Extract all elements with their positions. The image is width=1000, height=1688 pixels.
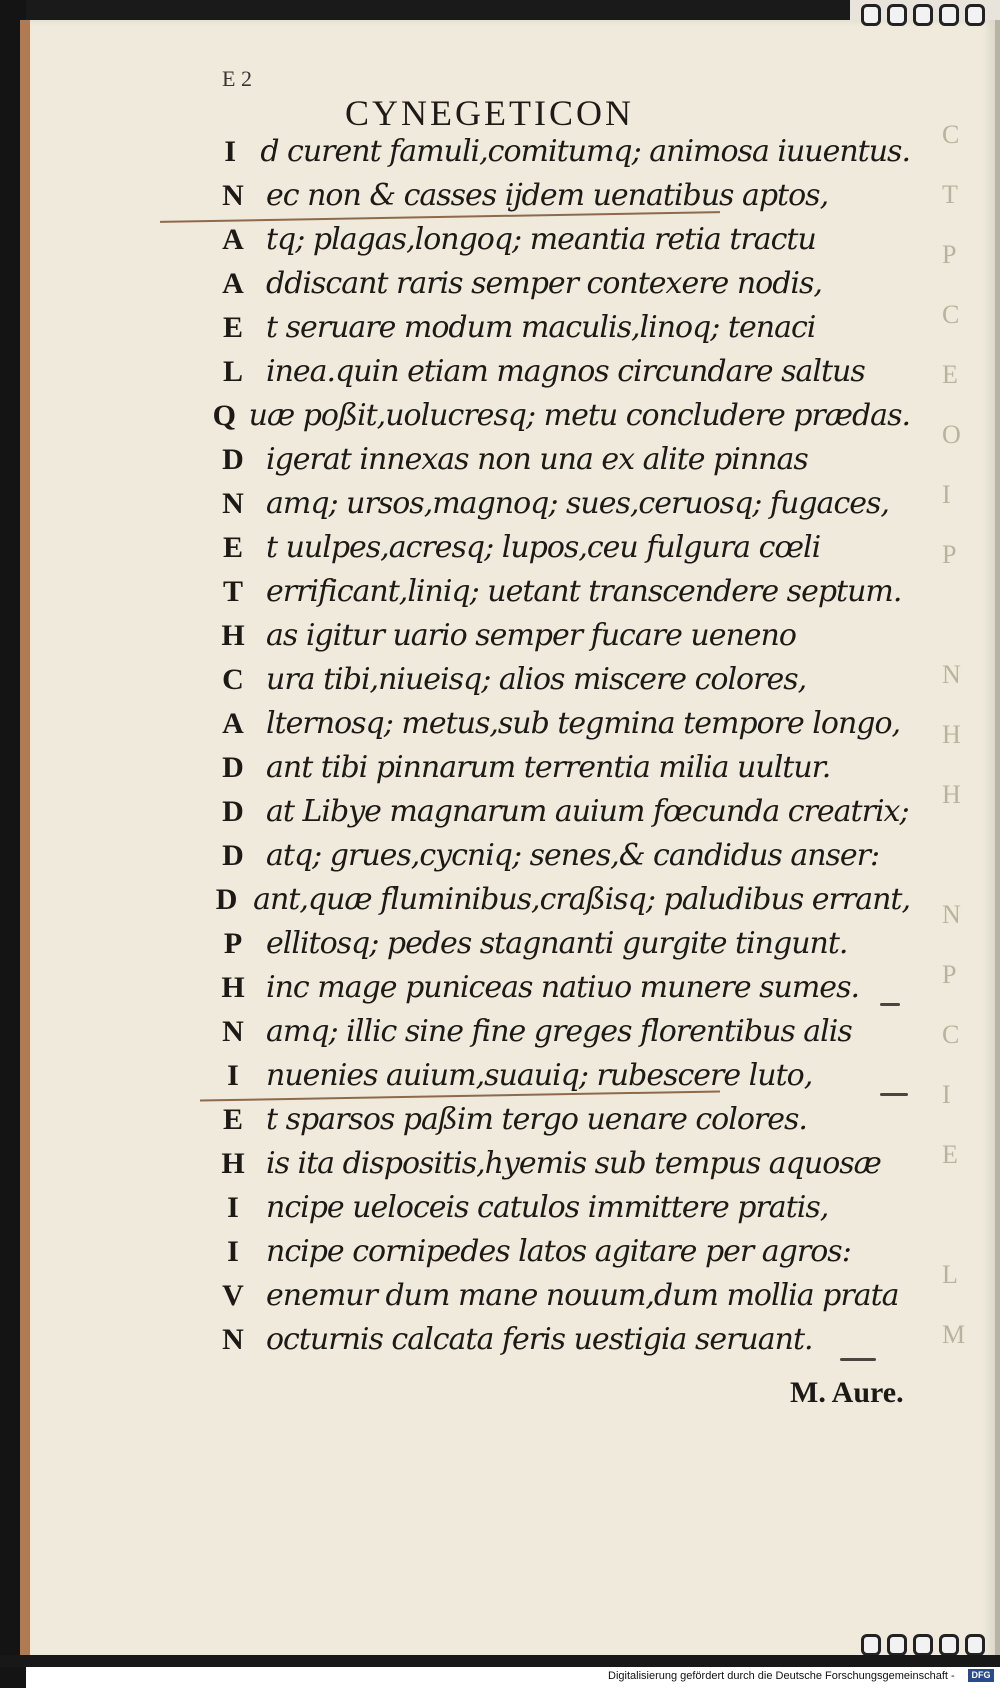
verse-line xyxy=(210,1278,910,1322)
verse-line xyxy=(210,1234,910,1278)
verse-line xyxy=(210,1014,910,1058)
running-head: CYNEGETICON xyxy=(345,93,634,133)
verse-line xyxy=(210,618,910,662)
line-initial: A xyxy=(222,223,244,256)
line-initial: D xyxy=(222,443,244,476)
line-initial: I xyxy=(227,1235,239,1268)
line-text: errificant,liniq; uetant transcendere septum. xyxy=(266,574,902,609)
verse-line xyxy=(210,310,910,354)
line-text: ncipe uelocеis catulos immittere pratis, xyxy=(266,1190,829,1225)
line-initial: E xyxy=(222,531,243,564)
line-text: enemur dum mane nouum,dum mollia prata xyxy=(266,1278,899,1313)
line-text: amq; illic sine fine greges florentibus alis xyxy=(266,1014,852,1049)
line-text: ant,quæ fluminibus,craßisq; paludibus errant, xyxy=(253,882,910,917)
verse-line xyxy=(210,1146,910,1190)
ruler-dot xyxy=(939,1634,959,1656)
line-initial: C xyxy=(222,663,244,696)
line-text: t uulpes,acresq; lupos,ceu fulgura cœli xyxy=(266,530,821,565)
line-text: tq; plagas,longoq; meantia retia tractu xyxy=(266,222,816,257)
line-initial: L xyxy=(222,355,243,388)
line-text: is ita dispositis,hyemis sub tempus aquosæ xyxy=(266,1146,881,1181)
line-text: lternosq; metus,sub tegmina tempore longo, xyxy=(266,706,901,741)
verse-line xyxy=(210,794,910,838)
line-initial: E xyxy=(222,1103,243,1136)
ruler-dot xyxy=(887,4,907,26)
ruler-dot xyxy=(861,4,881,26)
line-text: t seruare modum maculis,linoq; tenaci xyxy=(266,310,816,345)
line-text: ec non & casses ijdem uenatibus aptos, xyxy=(266,178,829,213)
verse-line xyxy=(210,750,910,794)
line-initial: I xyxy=(227,1059,239,1092)
line-text: amq; ursos,magnoq; sues,ceruosq; fugaces, xyxy=(266,486,889,521)
line-text: t sparsos paßim tergo uenare colores. xyxy=(266,1102,807,1137)
line-initial: I xyxy=(227,1191,239,1224)
line-initial: D xyxy=(215,883,238,916)
line-text: ura tibi,niueisq; alios miscere colores, xyxy=(266,662,807,697)
line-text: inea.quin etiam magnos circundare saltus xyxy=(266,354,865,389)
color-target-top xyxy=(845,0,1000,30)
verse-line xyxy=(210,1102,910,1146)
verse-line xyxy=(210,222,910,266)
line-initial: T xyxy=(222,575,243,608)
verse-line xyxy=(210,486,910,530)
ruler-dot xyxy=(965,4,985,26)
ruler-dot xyxy=(861,1634,881,1656)
verse-line xyxy=(210,1058,910,1102)
verse-line xyxy=(210,442,910,486)
verse-line xyxy=(210,882,910,926)
line-initial: Q xyxy=(212,399,236,432)
line-initial: E xyxy=(222,311,243,344)
line-text: ddiscant raris semper contexere nodis, xyxy=(266,266,822,301)
line-initial: I xyxy=(224,135,236,168)
line-initial: D xyxy=(222,751,244,784)
line-initial: D xyxy=(222,795,244,828)
ruler-dot xyxy=(965,1634,985,1656)
ruler-dot xyxy=(887,1634,907,1656)
verse-line xyxy=(210,926,910,970)
verse-line xyxy=(210,970,910,1014)
line-initial: N xyxy=(222,1015,244,1048)
line-text: atq; grues,cycniq; senes,& candidus anser: xyxy=(266,838,880,873)
verse-line xyxy=(210,1190,910,1234)
line-text: as igitur uario semper fucare ueneno xyxy=(266,618,796,653)
line-initial: N xyxy=(222,179,244,212)
line-initial: N xyxy=(222,1323,244,1356)
line-text: ellitosq; pedes stagnanti gurgite tingunt. xyxy=(266,926,848,961)
line-initial: D xyxy=(222,839,244,872)
line-text: octurnis calcata feris uestigia seruant. xyxy=(266,1322,813,1357)
line-text: ncipe cornipedes latos agitare per agros: xyxy=(266,1234,851,1269)
facing-page-edge: C T P C E O I P N H H N P C I E L M xyxy=(942,120,966,1349)
margin-mark xyxy=(880,1093,908,1096)
line-text: at Libye magnarum auium fœcunda creatrix; xyxy=(266,794,909,829)
line-initial: P xyxy=(223,927,243,960)
verse-line xyxy=(210,574,910,618)
ruler-dot xyxy=(913,4,933,26)
margin-mark xyxy=(880,1003,900,1006)
verse-line xyxy=(210,398,910,442)
line-initial: A xyxy=(222,707,244,740)
dfg-logo: DFG xyxy=(968,1669,994,1682)
line-initial: A xyxy=(222,267,244,300)
line-initial: N xyxy=(222,487,244,520)
verse-line xyxy=(210,530,910,574)
verse-line xyxy=(210,266,910,310)
verse-line xyxy=(210,706,910,750)
line-initial: V xyxy=(222,1279,244,1312)
digitization-credit: Digitalisierung gefördert durch die Deutsche Forschungsgemeinschaft - xyxy=(608,1670,955,1682)
catchword: M. Aure. xyxy=(790,1376,904,1409)
line-initial: H xyxy=(221,1147,245,1180)
verse-line xyxy=(210,134,910,178)
line-text: nuenies auium,suauiq; rubescere luto, xyxy=(266,1058,813,1093)
verse-line xyxy=(210,838,910,882)
line-initial: H xyxy=(221,971,245,1004)
verse-line xyxy=(210,662,910,706)
verse-line xyxy=(210,354,910,398)
line-text: uæ poßit,uolucresq; metu concludere prædas. xyxy=(248,398,910,433)
ruler-dot xyxy=(939,4,959,26)
line-text: ant tibi pinnarum terrentia milia uultur. xyxy=(266,750,831,785)
folio-number: E 2 xyxy=(222,66,252,91)
ruler-dot xyxy=(913,1634,933,1656)
line-initial: H xyxy=(221,619,245,652)
line-text: inc mage puniceas natiuo munere sumes. xyxy=(266,970,859,1005)
line-text: igerat innexas non una ex alite pinnas xyxy=(266,442,808,477)
scan-border-bottom xyxy=(0,1655,1000,1667)
margin-mark xyxy=(840,1358,876,1361)
verse-line xyxy=(210,1322,910,1366)
line-text: d curent famuli,comitumq; animosa iuuentus. xyxy=(260,134,910,169)
